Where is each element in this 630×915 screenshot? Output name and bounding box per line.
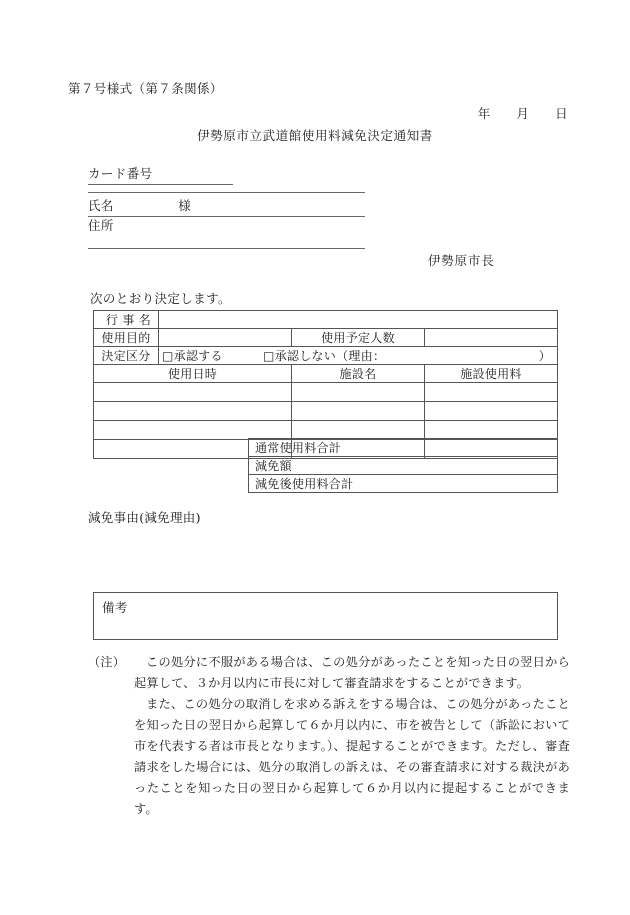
card-number-label: カード番号: [88, 166, 153, 181]
purpose-value[interactable]: [159, 329, 292, 347]
people-count-label: 使用予定人数: [292, 329, 425, 347]
notice-paragraph-2: また、この処分の取消しを求める訴えをする場合は、この処分があったことを知った日の翌日から起算して６か月以内に、市を被告として（訴訟において市を代表する者は市長となります。）、提起することができます。ただし、審査請求をした場合には、処分の取消しの訴えは、その審査請求に対する裁決があったことを知った日の翌日から起算して６か月以内に提起することができます。: [134, 697, 570, 816]
summary-label-reduction: 減免額: [249, 457, 558, 475]
checkbox-approve[interactable]: □承認する: [162, 349, 223, 363]
summary-label-after-total: 減免後使用料合計: [249, 475, 558, 493]
recipient-rule-top: [88, 192, 365, 193]
summary-row-after-total: [249, 475, 558, 493]
name-label: 氏名: [88, 198, 114, 213]
summary-label-normal-total: 通常使用料合計: [249, 439, 558, 457]
purpose-label: 使用目的: [94, 329, 159, 347]
name-field[interactable]: [88, 196, 365, 217]
card-number-field[interactable]: [88, 164, 233, 185]
table-header-row: [94, 365, 558, 383]
table-row: [94, 402, 558, 421]
form-number: 第７号様式（第７条関係）: [68, 81, 223, 96]
cell-datetime[interactable]: [94, 402, 292, 421]
notice-marker: （注）: [88, 655, 126, 669]
cell-datetime[interactable]: [94, 383, 292, 402]
decision-label: 決定区分: [94, 347, 159, 365]
legal-notice: [88, 652, 570, 820]
cell-datetime[interactable]: [94, 421, 292, 440]
notice-paragraph-1: この処分に不服がある場合は、この処分があったことを知った日の翌日から起算して、３か月以内に市長に対して審査請求をすることができます。: [134, 655, 570, 690]
event-name-value[interactable]: [159, 311, 558, 329]
table-row: [94, 383, 558, 402]
column-header-facility: 施設名: [292, 365, 425, 383]
address-label: 住所: [88, 218, 114, 233]
table-row-decision: [94, 347, 558, 365]
intro-text: 次のとおり決定します。: [90, 291, 231, 306]
reduction-reason-label: 減免事由(減免理由): [88, 510, 201, 525]
page-title: 伊勢原市立武道館使用料減免決定通知書: [197, 128, 433, 143]
table-row-purpose: [94, 329, 558, 347]
notice-body: [134, 652, 570, 820]
remarks-box[interactable]: [93, 592, 558, 640]
table-row: [94, 421, 558, 440]
summary-table: [248, 438, 558, 493]
remarks-label: 備考: [102, 600, 128, 615]
deny-reason-paren: ）: [538, 349, 551, 363]
cell-facility[interactable]: [292, 383, 425, 402]
cell-facility[interactable]: [292, 402, 425, 421]
column-header-datetime: 使用日時: [94, 365, 292, 383]
cell-fee[interactable]: [425, 383, 558, 402]
column-header-fee: 施設使用料: [425, 365, 558, 383]
cell-facility[interactable]: [292, 421, 425, 440]
table-row-event: [94, 311, 558, 329]
date-line: 年 月 日: [477, 106, 568, 121]
cell-fee[interactable]: [425, 421, 558, 440]
people-count-value[interactable]: [425, 329, 558, 347]
cell-fee[interactable]: [425, 402, 558, 421]
name-honorific: 様: [178, 198, 192, 213]
summary-row-normal-total: [249, 439, 558, 457]
event-name-label: 行 事 名: [94, 311, 159, 329]
issuer-name: 伊勢原市長: [428, 253, 495, 268]
checkbox-deny[interactable]: □承認しない（理由：: [262, 349, 386, 363]
summary-row-reduction: [249, 457, 558, 475]
decision-options[interactable]: [159, 347, 558, 365]
address-rule: [88, 248, 365, 249]
decision-table: [93, 310, 558, 459]
